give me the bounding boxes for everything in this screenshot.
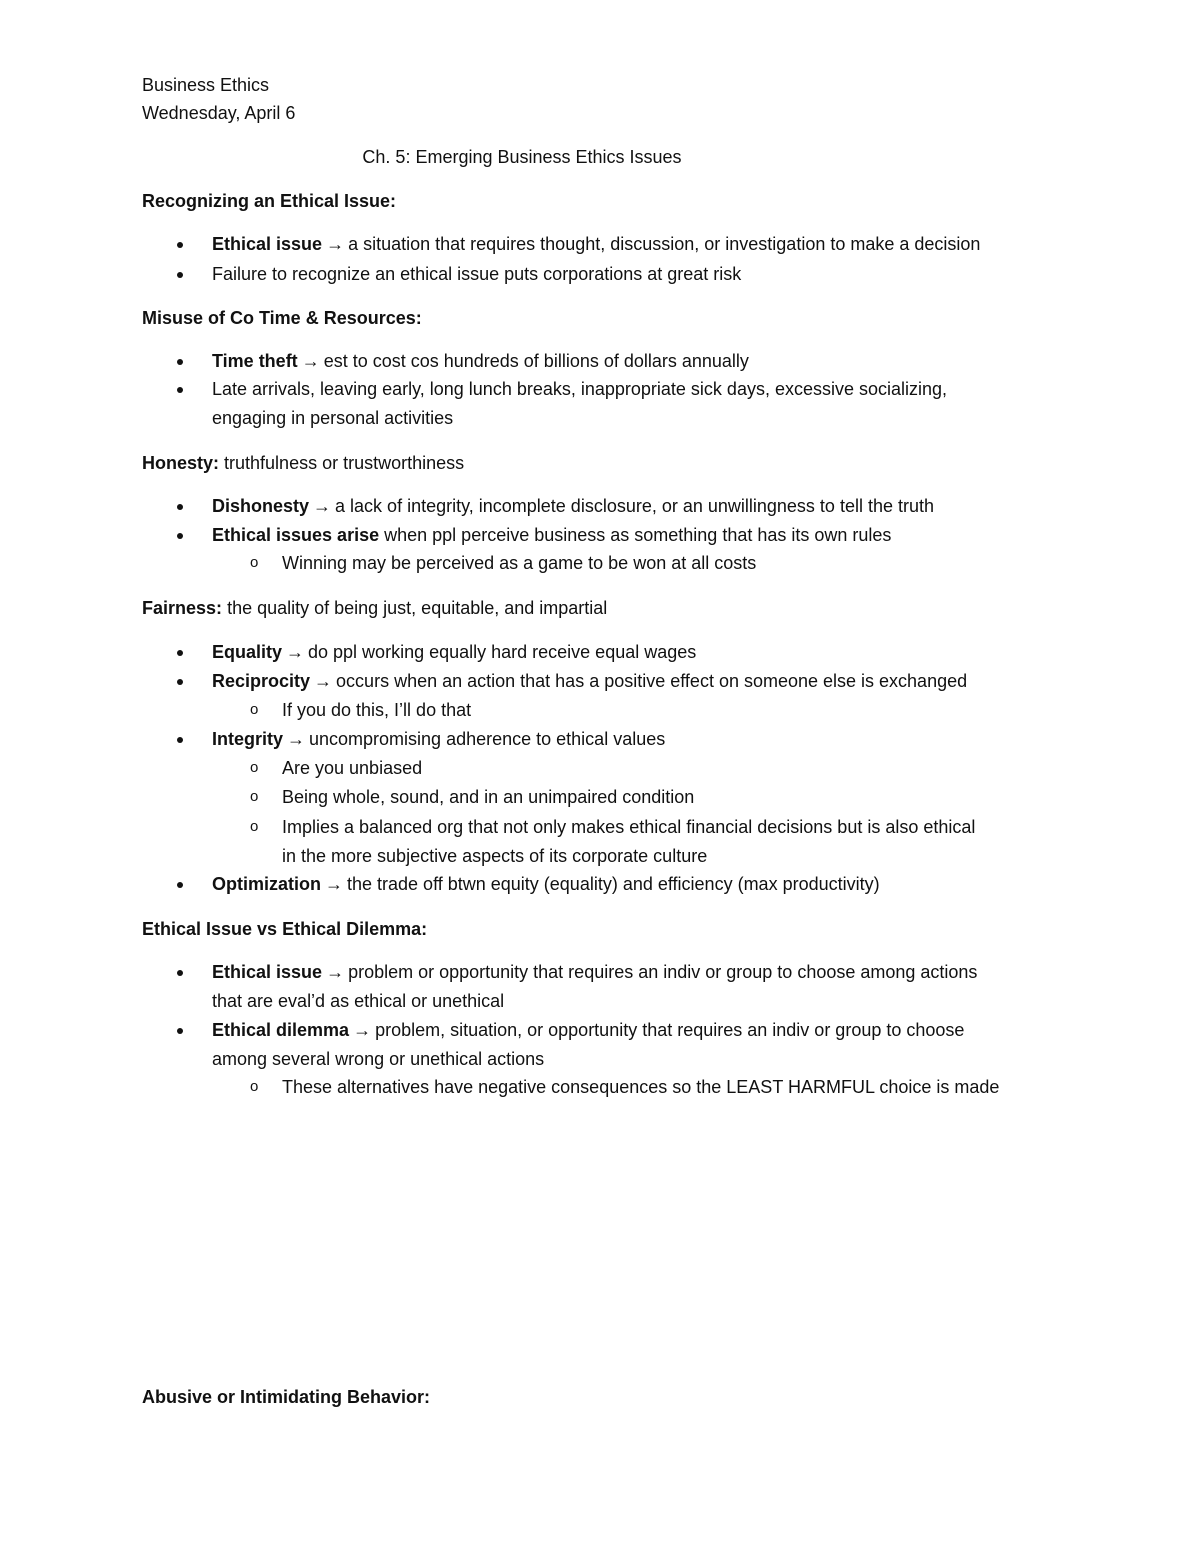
item-text: Winning may be perceived as a game to be won at all costs	[282, 553, 757, 573]
bullet-icon	[174, 232, 186, 256]
term: Integrity	[212, 729, 284, 749]
arrow-icon: →	[313, 496, 332, 516]
term: Ethical issue	[212, 234, 323, 254]
sub-bullet-icon: o	[250, 788, 259, 805]
bullet-icon	[174, 872, 186, 896]
item-text: among several wrong or unethical actions	[212, 1049, 545, 1069]
item-text: Late arrivals, leaving early, long lunch breaks, inappropriate sick days, excessive socializing,	[212, 379, 948, 399]
bullet-icon	[174, 960, 186, 984]
bullet-icon	[174, 727, 186, 751]
arrow-icon: →	[353, 1020, 372, 1040]
bullet-icon	[174, 1018, 186, 1042]
definition: the trade off btwn equity (equality) and efficiency (max productivity)	[347, 874, 880, 894]
item-text: If you do this, I’ll do that	[282, 700, 472, 720]
definition: when ppl perceive business as something that has its own rules	[384, 525, 892, 545]
term: Equality	[212, 642, 283, 662]
item-text: in the more subjective aspects of its corporate culture	[282, 846, 708, 866]
definition: uncompromising adherence to ethical values	[309, 729, 666, 749]
section-heading-fairness: Fairness: the quality of being just, equitable, and impartial	[142, 598, 608, 618]
arrow-icon: →	[314, 671, 333, 691]
arrow-icon: →	[326, 962, 345, 982]
arrow-icon: →	[325, 874, 343, 894]
sub-bullet-icon: o	[250, 701, 259, 718]
term: Ethical dilemma	[212, 1020, 350, 1040]
sub-bullet-icon: o	[250, 1078, 259, 1095]
sub-bullet-icon: o	[250, 818, 259, 835]
item-text: These alternatives have negative consequences so the LEAST HARMFUL choice is made	[282, 1077, 1000, 1097]
chapter-title: Ch. 5: Emerging Business Ethics Issues	[362, 147, 682, 167]
bullet-icon	[174, 494, 186, 518]
item-text: Failure to recognize an ethical issue puts corporations at great risk	[212, 264, 742, 284]
term: Reciprocity	[212, 671, 311, 691]
sub-bullet-icon: o	[250, 554, 259, 571]
bullet-icon	[174, 640, 186, 664]
definition: a lack of integrity, incomplete disclosure, or an unwillingness to tell the truth	[335, 496, 934, 516]
item-text: Being whole, sound, and in an unimpaired condition	[282, 787, 695, 807]
bullet-icon	[174, 669, 186, 693]
item-text: that are eval’d as ethical or unethical	[212, 991, 505, 1011]
bullet-icon	[174, 349, 186, 373]
section-heading-honesty: Honesty: truthfulness or trustworthiness	[142, 453, 465, 473]
term: Ethical issue	[212, 962, 323, 982]
arrow-icon: →	[287, 729, 306, 749]
arrow-icon: →	[301, 351, 320, 371]
definition: problem, situation, or opportunity that requires an indiv or group to choose	[375, 1020, 965, 1040]
bullet-icon	[174, 377, 186, 401]
definition: a situation that requires thought, discussion, or investigation to make a decision	[348, 234, 981, 254]
arrow-icon: →	[326, 234, 345, 254]
item-text: engaging in personal activities	[212, 408, 454, 428]
term: Dishonesty	[212, 496, 310, 516]
term: Ethical issues arise	[212, 525, 380, 545]
term: Time theft	[212, 351, 298, 371]
sub-bullet-icon: o	[250, 759, 259, 776]
definition: est to cost cos hundreds of billions of dollars annually	[323, 351, 749, 371]
definition: do ppl working equally hard receive equal wages	[308, 642, 697, 662]
section-heading-misuse: Misuse of Co Time & Resources:	[142, 308, 422, 328]
definition: occurs when an action that has a positive effect on someone else is exchanged	[336, 671, 968, 691]
item-text: Are you unbiased	[282, 758, 423, 778]
definition: problem or opportunity that requires an indiv or group to choose among actions	[348, 962, 978, 982]
arrow-icon: →	[286, 642, 305, 662]
lecture-date: Wednesday, April 6	[142, 103, 296, 123]
bullet-icon	[174, 523, 186, 547]
bullet-icon	[174, 262, 186, 286]
section-heading-abusive: Abusive or Intimidating Behavior:	[142, 1387, 431, 1407]
course-name: Business Ethics	[142, 75, 270, 95]
section-heading-recognizing: Recognizing an Ethical Issue:	[142, 191, 397, 211]
section-heading-issue-vs-dilemma: Ethical Issue vs Ethical Dilemma:	[142, 919, 428, 939]
item-text: Implies a balanced org that not only makes ethical financial decisions but is also ethical	[282, 817, 976, 837]
term: Optimization	[212, 874, 321, 894]
